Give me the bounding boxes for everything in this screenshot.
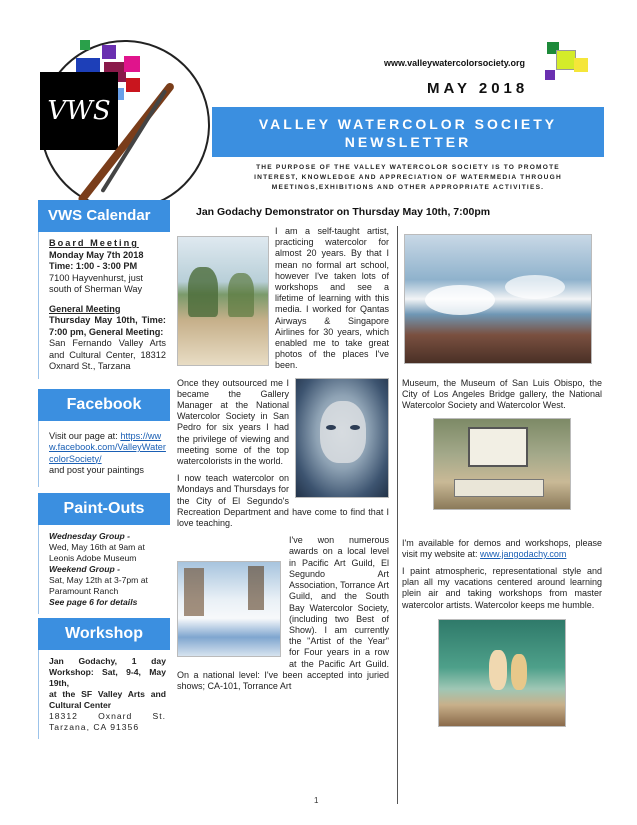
weekend-group-label: Weekend Group - [49, 563, 120, 574]
deco-square-yellow [574, 58, 588, 72]
calendar-heading: VWS Calendar [38, 200, 170, 232]
logo-square-pink [124, 56, 140, 72]
logo-square-red [126, 78, 140, 92]
purpose-line-3: MEETINGS,EXHIBITIONS AND OTHER APPROPRIATE ACTIVITIES. [271, 184, 545, 191]
logo-square-purple [102, 45, 116, 59]
article-paragraph-4: I've won numerous awards on a local level in Pacific Art Guild, El Segundo Art Association, Torrance Art Guild, and the South Bay Watercolor Society, (including two Best of Show). I am currently the "Artist of the Year" for Four years in a row at the Pacific Art Guild. On a national level: I've been accepted into juried shows; CA-101, Torrance Art [177, 535, 389, 691]
newsletter-title: VALLEY WATERCOLOR SOCIETY [258, 116, 558, 132]
facebook-link[interactable]: https://www.facebook.com/ValleyWatercolorSociety/ [49, 430, 166, 464]
paintouts-body [38, 525, 170, 614]
purpose-statement [212, 163, 604, 193]
article-title: Jan Godachy Demonstrator on Thursday May 10th, 7:00pm [196, 206, 491, 218]
article-column-1 [177, 226, 389, 698]
article-paragraph-7: I paint atmospheric, representational style and plan all my vacations centered around learning plein air and taking workshops from master watercolor artists. Watercolor keeps me humble. [402, 566, 602, 610]
calendar-body [38, 232, 170, 379]
general-meeting-date: Thursday May 10th, Time: 7:00 pm, General Meeting: [49, 315, 166, 337]
newsletter-title-band [212, 107, 604, 157]
workshop-heading: Workshop [38, 618, 170, 650]
girls-by-water-painting-image [438, 619, 566, 727]
board-meeting-time: Time: 1:00 - 3:00 PM [49, 261, 138, 271]
paintouts-details-note: See page 6 for details [49, 596, 138, 607]
article-paragraph-6 [402, 538, 602, 560]
facebook-body [38, 421, 170, 487]
workshop-line-2: at the SF Valley Arts and Cultural Center [49, 688, 166, 710]
newsletter-subtitle: NEWSLETTER [344, 134, 472, 150]
issue-month: MAY 2018 [427, 80, 529, 97]
page-number: 1 [314, 796, 319, 805]
portrait-painting-image [295, 378, 389, 498]
article-paragraph-5: Museum, the Museum of San Luis Obispo, the City of Los Angeles Bridge gallery, the National Watercolor Society and Watercolor West. [402, 378, 602, 411]
board-meeting-title: Board Meeting [49, 238, 139, 248]
deco-square-lime [556, 50, 576, 70]
plein-air-easel-image [433, 418, 571, 510]
website-invite-text: I'm available for demos and workshops, please visit my website at: [402, 537, 602, 559]
general-meeting-title: General Meeting [49, 303, 121, 314]
weekend-group-detail: Sat, May 12th at 3-7pm at Paramount Ranch [49, 574, 148, 596]
workshop-line-3: 18312 Oxnard St. Tarzana, CA 91356 [49, 710, 166, 732]
article-paragraph-1: I am a self-taught artist, practicing watercolor for almost 20 years. By that I mean no formal art school, however I've taken lots of workshops and see a lifetime of learning with this media. I worked for Qantas Airways & Singapore Airlines for 30 years, which enabled me to take great photos of the places I've been. [275, 226, 389, 371]
deco-square-purple [545, 70, 555, 80]
workshop-body [38, 650, 170, 739]
sidebar [38, 200, 170, 739]
wednesday-group-label: Wednesday Group - [49, 530, 131, 541]
facebook-text-after: and post your paintings [49, 465, 145, 475]
wednesday-group-detail: Wed, May 16th at 9am at Leonis Adobe Museum [49, 541, 145, 563]
workshop-line-1: Jan Godachy, 1 day Workshop: Sat, 9-4, May 19th, [49, 655, 166, 688]
beach-painting-image [177, 236, 269, 366]
article-paragraph-3: I now teach watercolor on Mondays and Thursdays for the City of El Segundo's Recreation Department and have come to find that I love teaching. [177, 473, 389, 529]
website-url[interactable]: www.valleywatercolorsociety.org [384, 58, 526, 68]
article-paragraph-2: Once they outsourced me I became the Gallery Manager at the National Watercolor Society in San Pedro for six years I had the privilege of viewing and meeting some of the top watercolorists in the world. [177, 377, 289, 467]
board-meeting-date: Monday May 7th 2018 [49, 249, 144, 260]
facebook-heading: Facebook [38, 389, 170, 421]
facebook-text: Visit our page at: [49, 430, 118, 441]
artist-website-link[interactable]: www.jangodachy.com [480, 548, 567, 559]
board-meeting-place: 7100 Hayvenhurst, just south of Sherman Way [49, 272, 143, 294]
general-meeting-place: San Fernando Valley Arts and Cultural Center, 18312 Oxnard St., Tarzana [49, 338, 166, 371]
purpose-line-2: INTEREST, KNOWLEDGE AND APPRECIATION OF WATERMEDIA THROUGH [254, 174, 562, 181]
purpose-line-1: THE PURPOSE OF THE VALLEY WATERCOLOR SOCIETY IS TO PROMOTE [256, 164, 560, 171]
seascape-painting-image [404, 234, 592, 364]
column-divider [397, 226, 398, 804]
vws-monogram: VWS [40, 72, 118, 150]
logo-square-green [80, 40, 90, 50]
paintouts-heading: Paint-Outs [38, 493, 170, 525]
society-logo [40, 40, 210, 210]
snow-creek-painting-image [177, 561, 281, 657]
article-column-2 [402, 226, 602, 727]
